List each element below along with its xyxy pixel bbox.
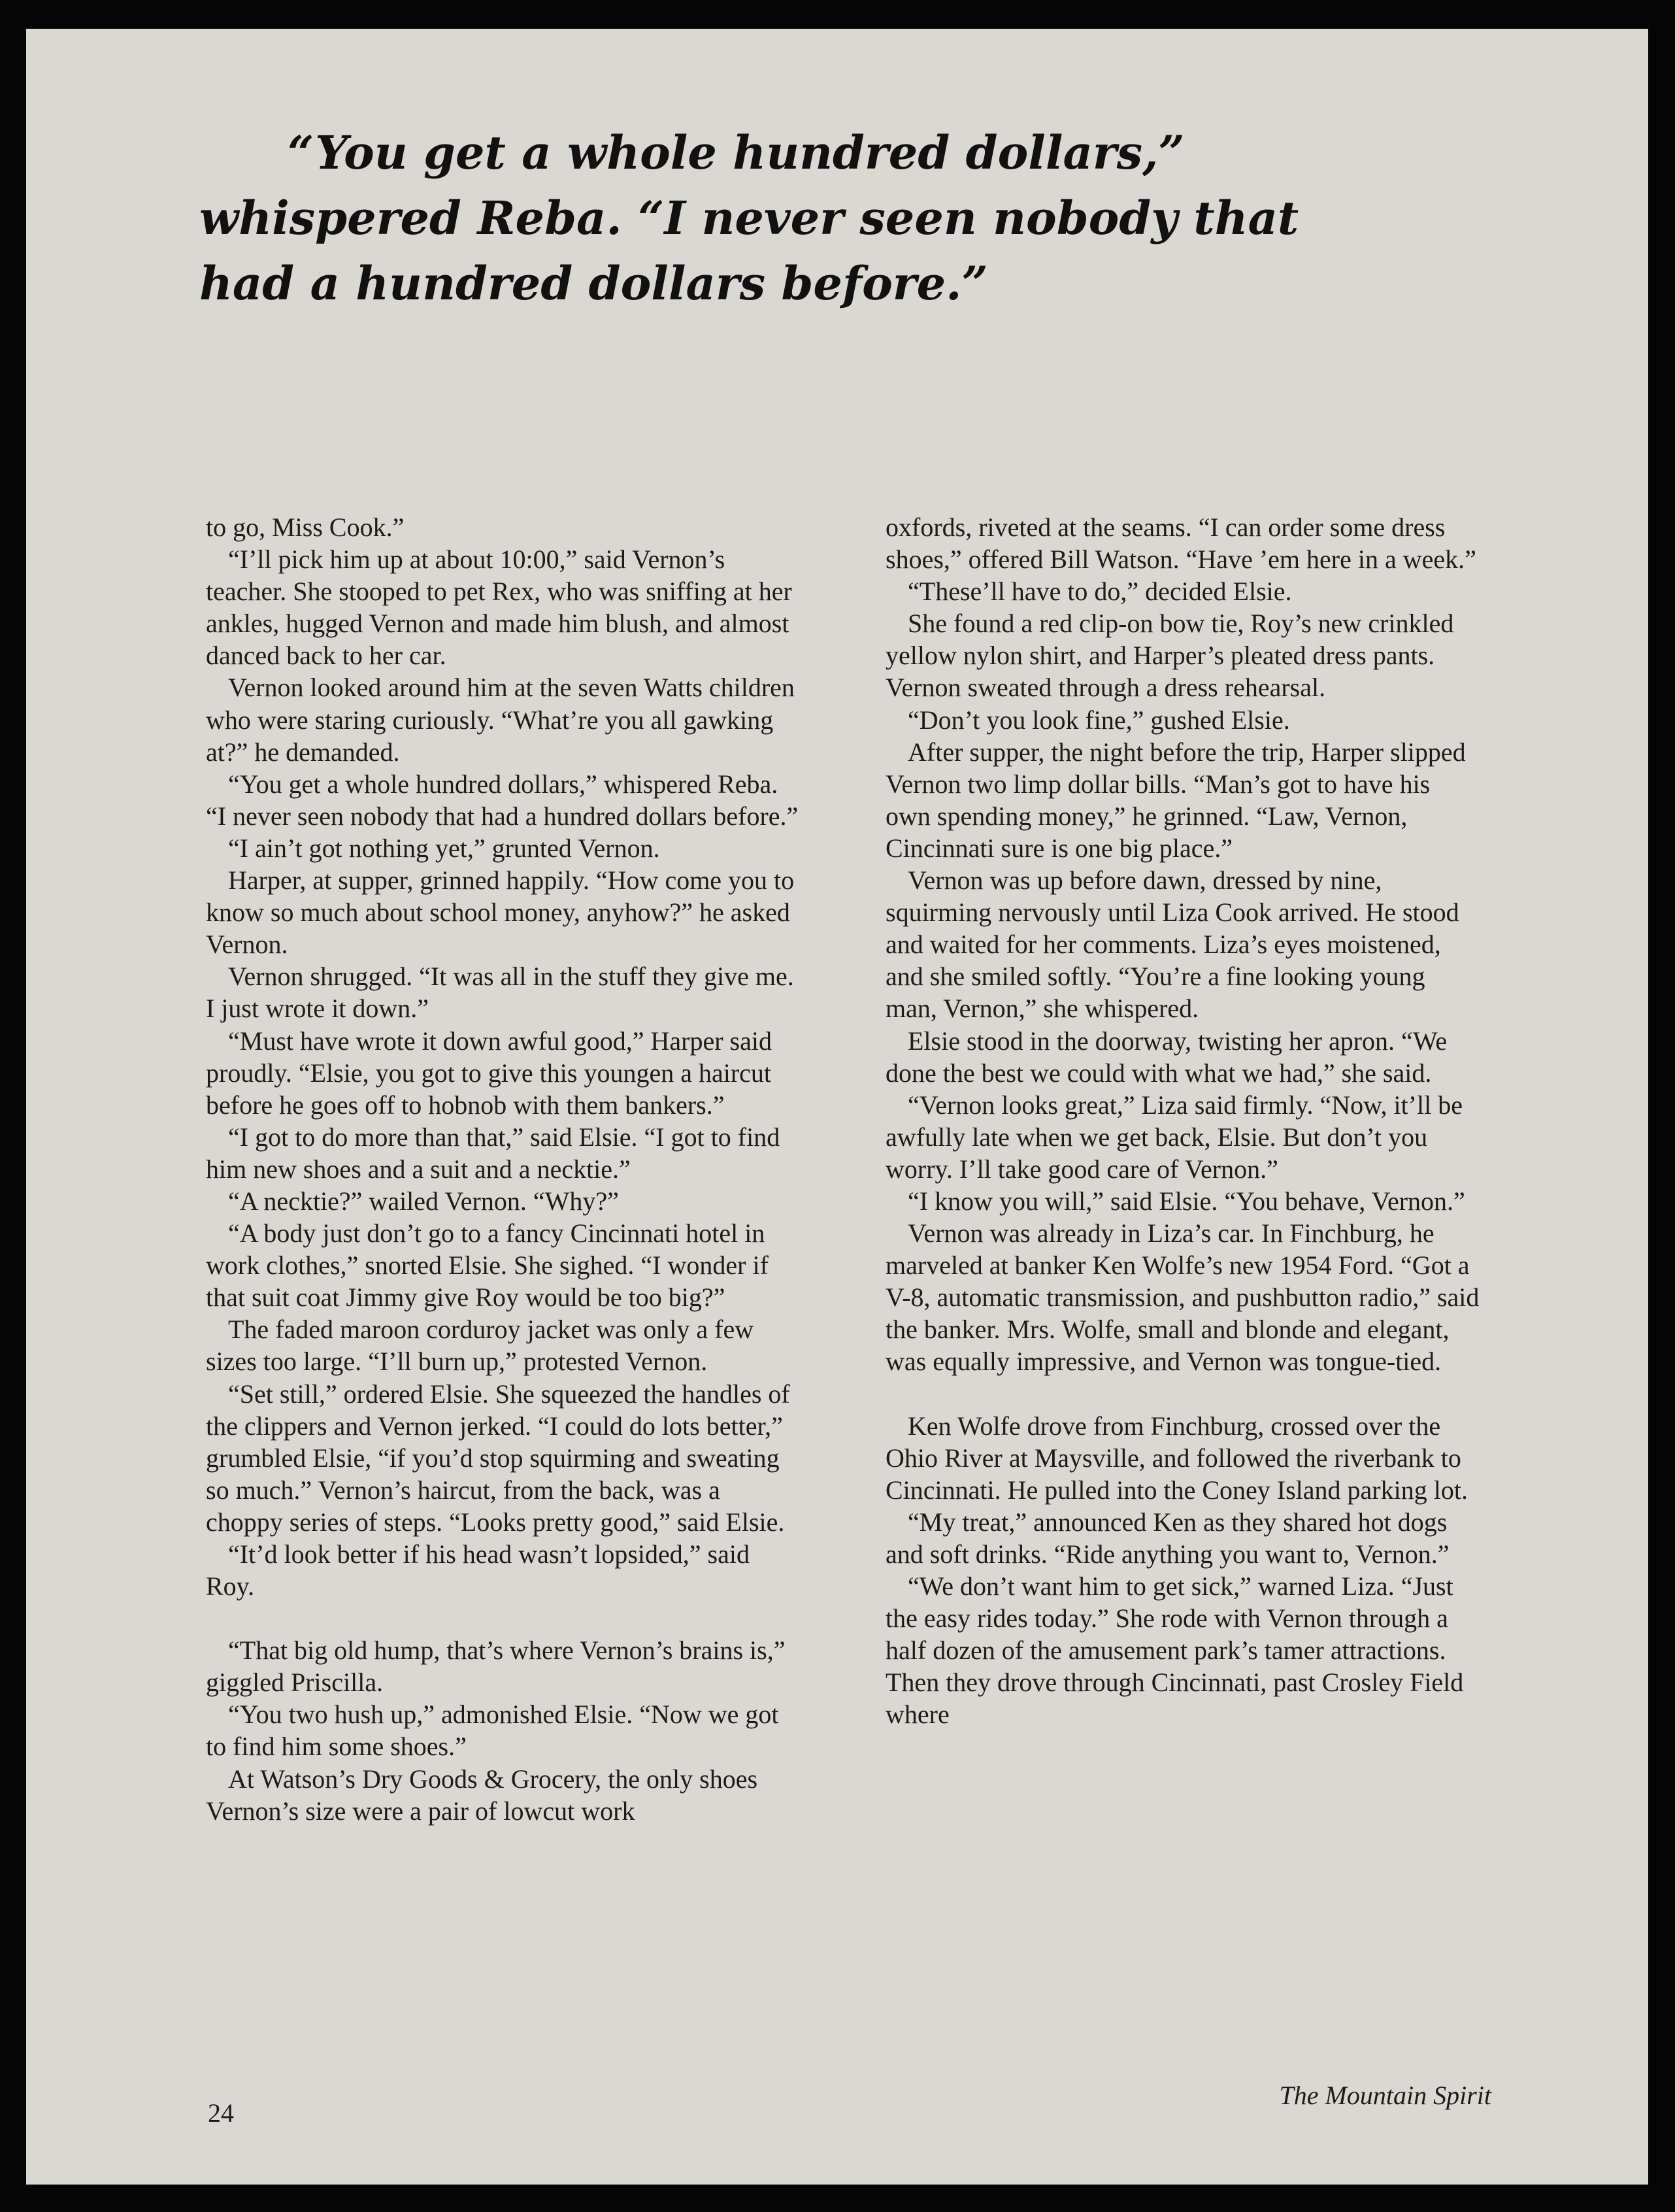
paragraph: Vernon looked around him at the seven Watts children who were staring curiously. “What’re you all gawking at?” he demanded. — [206, 673, 795, 767]
paragraph: Vernon was already in Liza’s car. In Finchburg, he marveled at banker Ken Wolfe’s new 1954 Ford. “Got a V-8, automatic transmission, and pushbutton radio,” said the banker. Mrs. Wolfe, small and blonde and elegant, was equally impressive, and Vernon was tongue-tied. — [886, 1218, 1480, 1377]
pull-quote — [199, 120, 1299, 316]
paragraph: “A necktie?” wailed Vernon. “Why?” — [228, 1186, 619, 1216]
paragraph: “It’d look better if his head wasn’t lopsided,” said Roy. — [206, 1539, 750, 1601]
paragraph: She found a red clip-on bow tie, Roy’s new crinkled yellow nylon shirt, and Harper’s pleated dress pants. Vernon sweated through a dress rehearsal. — [886, 609, 1454, 703]
paragraph: “A body just don’t go to a fancy Cincinnati hotel in work clothes,” snorted Elsie. She sighed. “I wonder if that suit coat Jimmy give Roy would be too big?” — [206, 1218, 769, 1313]
pull-quote-line: had a hundred dollars before.” — [199, 256, 988, 310]
paragraph: The faded maroon corduroy jacket was only a few sizes too large. “I’ll burn up,” protested Vernon. — [206, 1315, 754, 1377]
paragraph: Vernon shrugged. “It was all in the stuff they give me. I just wrote it down.” — [206, 962, 794, 1024]
paragraph: Vernon was up before dawn, dressed by nine, squirming nervously until Liza Cook arrived. He stood and waited for her comments. Liza’s eyes moistened, and she smiled softly. “You’re a fine looking young man, Vernon,” she whispered. — [886, 865, 1459, 1024]
paragraph: “I’ll pick him up at about 10:00,” said Vernon’s teacher. She stooped to pet Rex, who was sniffing at her ankles, hugged Vernon and made him blush, and almost danced back to her car. — [206, 545, 792, 671]
paragraph: Ken Wolfe drove from Finchburg, crossed over the Ohio River at Maysville, and followed the riverbank to Cincinnati. He pulled into the Coney Island parking lot. — [886, 1411, 1468, 1505]
right-column — [886, 511, 1480, 1730]
paragraph: “Vernon looks great,” Liza said firmly. “Now, it’ll be awfully late when we get back, Elsie. But don’t you worry. I’ll take good care of Vernon.” — [886, 1090, 1463, 1184]
paragraph: oxfords, riveted at the seams. “I can order some dress shoes,” offered Bill Watson. “Have ’em here in a week.” — [886, 512, 1476, 575]
paragraph: At Watson’s Dry Goods & Grocery, the only shoes Vernon’s size were a pair of lowcut work — [206, 1764, 758, 1826]
pull-quote-line: whispered Reba. “I never seen nobody that — [199, 191, 1299, 245]
magazine-page — [26, 29, 1648, 2185]
paragraph: “I know you will,” said Elsie. “You behave, Vernon.” — [908, 1186, 1465, 1216]
paragraph: “Don’t you look fine,” gushed Elsie. — [908, 705, 1290, 735]
paragraph: “I got to do more than that,” said Elsie. “I got to find him new shoes and a suit and a necktie.” — [206, 1122, 780, 1184]
paragraph: “I ain’t got nothing yet,” grunted Vernon. — [228, 833, 660, 863]
paragraph: “Must have wrote it down awful good,” Harper said proudly. “Elsie, you got to give this youngen a haircut before he goes off to hobnob with them bankers.” — [206, 1026, 772, 1120]
paragraph: to go, Miss Cook.” — [206, 512, 405, 542]
paragraph: “We don’t want him to get sick,” warned Liza. “Just the easy rides today.” She rode with Vernon through a half dozen of the amusement park’s tamer attractions. Then they drove through Cincinnati, past Crosley Field where — [886, 1571, 1464, 1730]
paragraph: “My treat,” announced Ken as they shared hot dogs and soft drinks. “Ride anything you want to, Vernon.” — [886, 1507, 1450, 1569]
paragraph: “You two hush up,” admonished Elsie. “Now we got to find him some shoes.” — [206, 1700, 779, 1762]
paragraph: “That big old hump, that’s where Vernon’s brains is,” giggled Priscilla. — [206, 1635, 786, 1698]
paragraph: “You get a whole hundred dollars,” whispered Reba. “I never seen nobody that had a hundred dollars before.” — [206, 769, 799, 831]
paragraph: “Set still,” ordered Elsie. She squeezed the handles of the clippers and Vernon jerked. “I could do lots better,” grumbled Elsie, “if you’d stop squirming and sweating so much.” Vernon’s haircut, from the back, was a choppy series of steps. “Looks pretty good,” said Elsie. — [206, 1379, 790, 1537]
paragraph: Harper, at supper, grinned happily. “How come you to know so much about school money, anyhow?” he asked Vernon. — [206, 865, 795, 960]
left-column — [206, 511, 801, 1827]
paragraph: Elsie stood in the doorway, twisting her apron. “We done the best we could with what we had,” she said. — [886, 1026, 1448, 1088]
paragraph: After supper, the night before the trip, Harper slipped Vernon two limp dollar bills. “Man’s got to have his own spending money,” he grinned. “Law, Vernon, Cincinnati sure is one big place.” — [886, 737, 1466, 863]
magazine-name: The Mountain Spirit — [1279, 2081, 1491, 2110]
paragraph: “These’ll have to do,” decided Elsie. — [908, 577, 1292, 607]
page-number: 24 — [208, 2098, 234, 2128]
pull-quote-line: “You get a whole hundred dollars,” — [288, 126, 1185, 180]
